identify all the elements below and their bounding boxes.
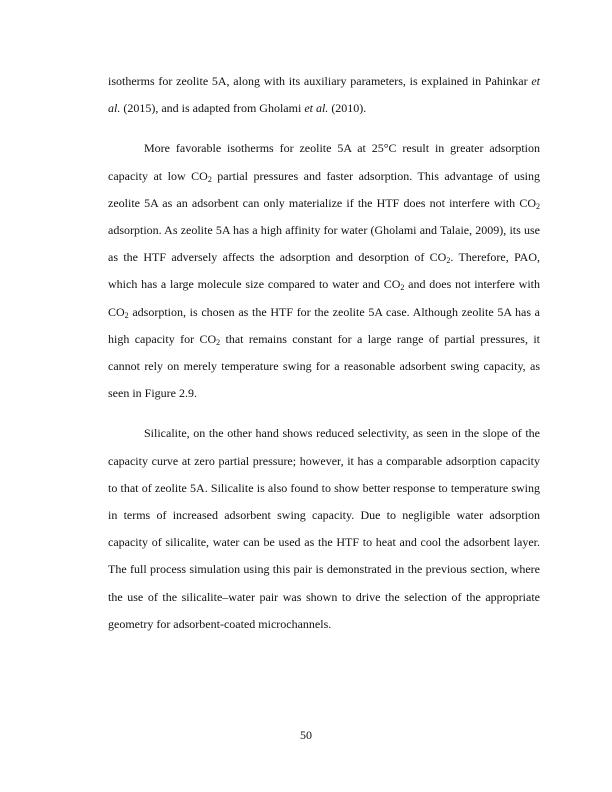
text-run: More favorable isotherms for zeolite 5A at 25°C result in greater adsorption capacity at low CO <box>108 141 540 183</box>
text-run: (2015), and is adapted from Gholami <box>120 101 305 116</box>
subscript: 2 <box>207 174 212 184</box>
paragraph-silicalite <box>108 420 540 638</box>
italic-text: et al. <box>108 74 540 116</box>
subscript: 2 <box>446 256 451 266</box>
text-run: partial pressures and faster adsorption. This advantage of using zeolite 5A as an adsorbent can only materialize if the HTF does not interfere with CO <box>108 168 540 210</box>
text-run: . Therefore, PAO, which has a large molecule size compared to water and CO <box>108 250 540 292</box>
subscript: 2 <box>124 310 129 320</box>
text-run: and does not interfere with CO <box>108 277 540 319</box>
italic-text: et al. <box>304 101 329 116</box>
subscript: 2 <box>536 201 540 211</box>
paragraph-zeolite-5a <box>108 135 540 407</box>
subscript: 2 <box>400 283 405 293</box>
body-text <box>108 68 540 638</box>
text-run: that remains constant for a large range of partial pressures, it cannot rely on merely temperature swing for a reasonable adsorbent swing capacity, as seen in Figure 2.9. <box>108 331 541 401</box>
text-run: Silicalite, on the other hand shows reduced selectivity, as seen in the slope of the capacity curve at zero partial pressure; however, it has a comparable adsorption capacity to that of zeolite 5A. Silicalite is also found to show better response to temperature swing in terms of increased adsorbent swing capacity. Due to negligible water adsorption capacity of silicalite, water can be used as the HTF to heat and cool the adsorbent layer. The full process simulation using this pair is demonstrated in the previous section, where the use of the silicalite–water pair was shown to drive the selection of the appropriate geometry for adsorbent-coated microchannels. <box>108 426 540 631</box>
paragraph-isotherm-reference <box>108 68 540 122</box>
page-number: 50 <box>300 728 312 742</box>
text-run: (2010). <box>328 101 367 116</box>
text-run: adsorption. As zeolite 5A has a high affinity for water (Gholami and Talaie, 2009), its use as the HTF adversely affects the adsorption and desorption of CO <box>108 223 540 265</box>
text-run: isotherms for zeolite 5A, along with its auxiliary parameters, is explained in Pahinkar <box>108 74 532 88</box>
text-run: adsorption, is chosen as the HTF for the zeolite 5A case. Although zeolite 5A has a high capacity for CO <box>108 304 540 346</box>
subscript: 2 <box>216 337 221 347</box>
